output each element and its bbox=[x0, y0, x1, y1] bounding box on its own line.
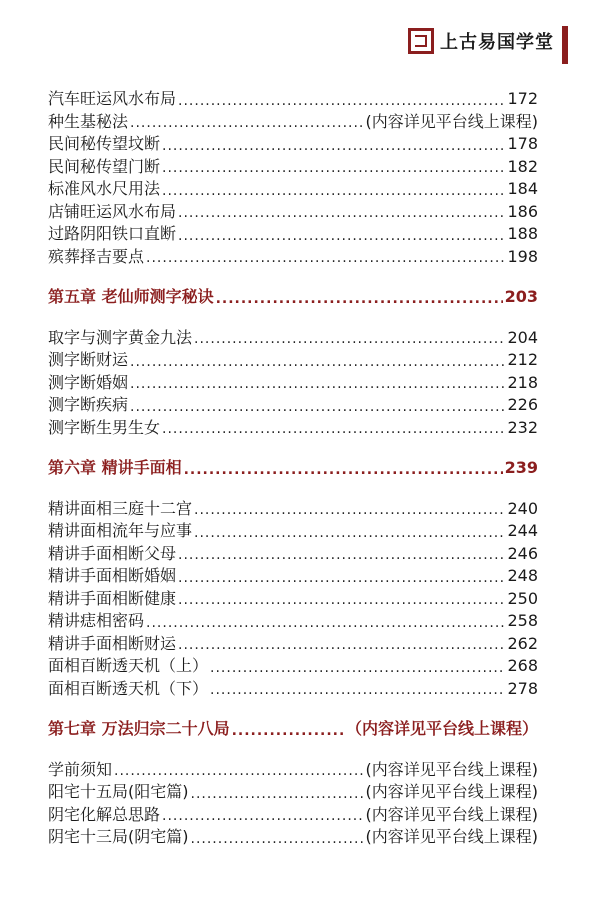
toc-entry[interactable]: 测字断疾病 ..... 226 bbox=[48, 394, 538, 417]
leader-dots bbox=[162, 158, 505, 178]
leader-dots bbox=[184, 460, 503, 480]
toc-entry[interactable]: 精讲手面相断婚姻 ..... 248 bbox=[48, 565, 538, 588]
toc-entry[interactable]: 测字断财运 ..... 212 bbox=[48, 349, 538, 372]
toc-entry[interactable]: 精讲面相流年与应事 ..... 244 bbox=[48, 520, 538, 543]
toc-entry[interactable]: 殡葬择吉要点 ..... 198 bbox=[48, 246, 538, 269]
toc-entry[interactable]: 种生基秘法 ..... (内容详见平台线上课程) bbox=[48, 111, 538, 134]
leader-dots bbox=[130, 397, 505, 417]
leader-dots bbox=[194, 329, 505, 349]
leader-dots bbox=[178, 91, 505, 111]
toc-entry[interactable]: 精讲面相三庭十二宫 ..... 240 bbox=[48, 498, 538, 521]
leader-dots bbox=[162, 419, 505, 439]
toc-entry[interactable]: 精讲手面相断财运 ..... 262 bbox=[48, 633, 538, 656]
leader-dots bbox=[178, 568, 505, 588]
table-of-contents bbox=[48, 88, 538, 849]
toc-entry[interactable]: 民间秘传望门断 ..... 182 bbox=[48, 156, 538, 179]
leader-dots bbox=[178, 226, 505, 246]
leader-dots bbox=[130, 352, 505, 372]
toc-entry[interactable]: 民间秘传望坟断 ..... 178 bbox=[48, 133, 538, 156]
header-accent-bar bbox=[562, 26, 568, 64]
leader-dots bbox=[232, 721, 344, 741]
leader-dots bbox=[216, 289, 503, 309]
leader-dots bbox=[146, 248, 505, 268]
leader-dots bbox=[178, 203, 505, 223]
leader-dots bbox=[130, 374, 505, 394]
chapter-heading[interactable]: 第六章 精讲手面相 ..... 239 bbox=[48, 457, 538, 480]
toc-entry[interactable]: 店铺旺运风水布局 ..... 186 bbox=[48, 201, 538, 224]
toc-entry[interactable]: 精讲手面相断健康 ..... 250 bbox=[48, 588, 538, 611]
leader-dots bbox=[114, 761, 363, 781]
leader-dots bbox=[178, 590, 505, 610]
toc-entry[interactable]: 精讲手面相断父母 ..... 246 bbox=[48, 543, 538, 566]
leader-dots bbox=[210, 658, 505, 678]
leader-dots bbox=[191, 784, 364, 804]
leader-dots bbox=[146, 613, 505, 633]
leader-dots bbox=[130, 113, 363, 133]
leader-dots bbox=[162, 806, 363, 826]
logo-icon bbox=[408, 28, 434, 54]
leader-dots bbox=[191, 829, 364, 849]
toc-entry[interactable]: 汽车旺运风水布局 ..... 172 bbox=[48, 88, 538, 111]
leader-dots bbox=[162, 181, 505, 201]
toc-entry[interactable]: 取字与测字黄金九法 ..... 204 bbox=[48, 327, 538, 350]
chapter-heading[interactable]: 第七章 万法归宗二十八局 ..... （内容详见平台线上课程） bbox=[48, 718, 538, 741]
chapter-heading[interactable]: 第五章 老仙师测字秘诀 ..... 203 bbox=[48, 286, 538, 309]
toc-entry[interactable]: 阳宅十五局(阳宅篇) ..... (内容详见平台线上课程) bbox=[48, 781, 538, 804]
leader-dots bbox=[178, 545, 505, 565]
leader-dots bbox=[178, 635, 505, 655]
toc-entry[interactable]: 阴宅十三局(阴宅篇) ..... (内容详见平台线上课程) bbox=[48, 826, 538, 849]
toc-entry[interactable]: 标准风水尺用法 ..... 184 bbox=[48, 178, 538, 201]
header bbox=[408, 28, 554, 54]
toc-entry[interactable]: 面相百断透天机（下） ..... 278 bbox=[48, 678, 538, 701]
toc-entry[interactable]: 测字断婚姻 ..... 218 bbox=[48, 372, 538, 395]
toc-entry[interactable]: 学前须知 ..... (内容详见平台线上课程) bbox=[48, 759, 538, 782]
leader-dots bbox=[162, 136, 505, 156]
brand-name: 上古易国学堂 bbox=[440, 32, 554, 53]
toc-entry[interactable]: 精讲痣相密码 ..... 258 bbox=[48, 610, 538, 633]
toc-entry[interactable]: 阴宅化解总思路 ..... (内容详见平台线上课程) bbox=[48, 804, 538, 827]
toc-entry[interactable]: 测字断生男生女 ..... 232 bbox=[48, 417, 538, 440]
toc-entry[interactable]: 面相百断透天机（上） ..... 268 bbox=[48, 655, 538, 678]
leader-dots bbox=[210, 680, 505, 700]
leader-dots bbox=[194, 500, 505, 520]
leader-dots bbox=[194, 523, 505, 543]
toc-entry[interactable]: 过路阴阳铁口直断 ..... 188 bbox=[48, 223, 538, 246]
